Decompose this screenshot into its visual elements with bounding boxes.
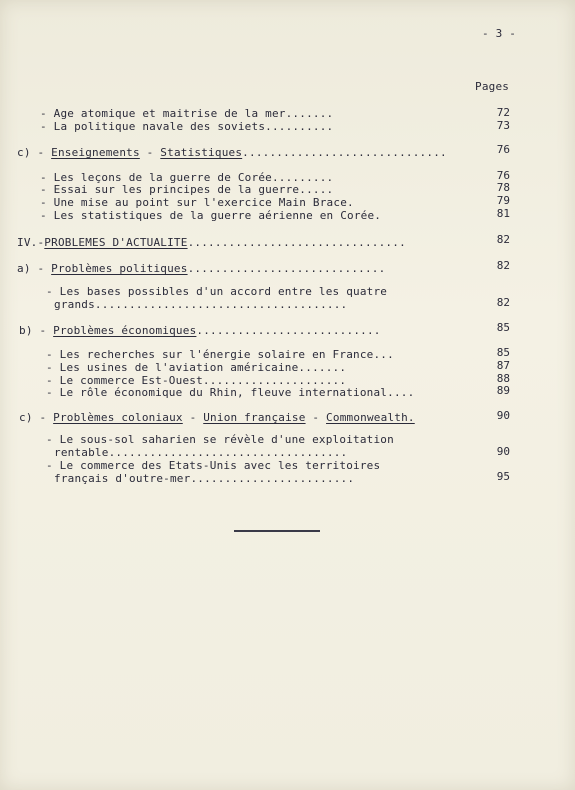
section-separator: - [139, 146, 161, 159]
toc-entry-text: - Le rôle économique du Rhin, fleuve international.... [46, 386, 415, 399]
section-prefix: c) - [19, 411, 54, 424]
section-separator: - [305, 411, 327, 424]
toc-entry-text: - Les statistiques de la guerre aérienne en Corée. [40, 209, 382, 222]
section-heading-actualite [17, 236, 406, 249]
toc-entry-text: - Les recherches sur l'énergie solaire en France... [46, 348, 394, 361]
toc-entry-page: 78 [496, 181, 510, 194]
section-title: Statistiques [160, 146, 243, 159]
section-page: 82 [496, 233, 510, 246]
section-heading-coloniaux [19, 411, 415, 424]
toc-entry-page: 79 [496, 194, 510, 207]
section-title: Union française [203, 411, 306, 424]
toc-entry-text: - Le commerce Est-Ouest..................... [46, 374, 347, 387]
section-heading-enseignements [17, 146, 447, 159]
toc-entry-text: - Les bases possibles d'un accord entre les quatre [46, 285, 388, 298]
section-title: Problèmes économiques [53, 324, 197, 337]
page-number: - 3 - [482, 27, 517, 40]
section-heading-politiques [17, 262, 385, 275]
section-leader-dots: ................................ [187, 236, 406, 249]
section-leader-dots: ............................. [187, 262, 386, 275]
section-prefix: IV.- [17, 236, 45, 249]
toc-entry-text: grands..................................... [54, 298, 348, 311]
toc-entry-text: rentable................................... [54, 446, 348, 459]
section-prefix: b) - [19, 324, 54, 337]
section-page: 82 [496, 259, 510, 272]
section-title: Commonwealth. [326, 411, 415, 424]
toc-entry-text: - Les usines de l'aviation américaine....... [46, 361, 347, 374]
toc-entry-page: 89 [496, 384, 510, 397]
section-page: 90 [496, 409, 510, 422]
section-page: 76 [496, 143, 510, 156]
toc-entry-text: - Le sous-sol saharien se révèle d'une exploitation [46, 433, 394, 446]
section-heading-economiques [19, 324, 381, 337]
toc-entry-page: 88 [496, 372, 510, 385]
section-title: Enseignements [51, 146, 140, 159]
toc-entry-page: 90 [496, 445, 510, 458]
toc-entry-page: 76 [496, 169, 510, 182]
pages-column-header: Pages [475, 80, 510, 93]
section-prefix: a) - [17, 262, 52, 275]
toc-entry-page: 72 [496, 106, 510, 119]
toc-entry-page: 95 [496, 470, 510, 483]
toc-entry-text: - Les leçons de la guerre de Corée......... [40, 171, 334, 184]
toc-entry-page: 81 [496, 207, 510, 220]
section-title: PROBLEMES D'ACTUALITE [44, 236, 188, 249]
toc-entry-text: - La politique navale des soviets.......... [40, 120, 334, 133]
toc-entry-text: - Le commerce des Etats-Unis avec les territoires [46, 459, 381, 472]
section-title: Problèmes coloniaux [53, 411, 183, 424]
section-leader-dots: .............................. [242, 146, 447, 159]
toc-entry-text: - Une mise au point sur l'exercice Main Brace. [40, 196, 354, 209]
toc-entry-text: - Age atomique et maitrise de la mer....... [40, 107, 334, 120]
toc-entry-text: français d'outre-mer........................ [54, 472, 355, 485]
section-title: Problèmes politiques [51, 262, 188, 275]
toc-entry-page: 87 [496, 359, 510, 372]
section-prefix: c) - [17, 146, 52, 159]
section-leader-dots: ........................... [196, 324, 381, 337]
toc-entry-text: - Essai sur les principes de la guerre..... [40, 183, 334, 196]
section-separator: - [182, 411, 204, 424]
toc-entry-page: 85 [496, 346, 510, 359]
toc-entry-page: 73 [496, 119, 510, 132]
toc-entry-page: 82 [496, 296, 510, 309]
closing-rule [234, 530, 320, 532]
section-page: 85 [496, 321, 510, 334]
